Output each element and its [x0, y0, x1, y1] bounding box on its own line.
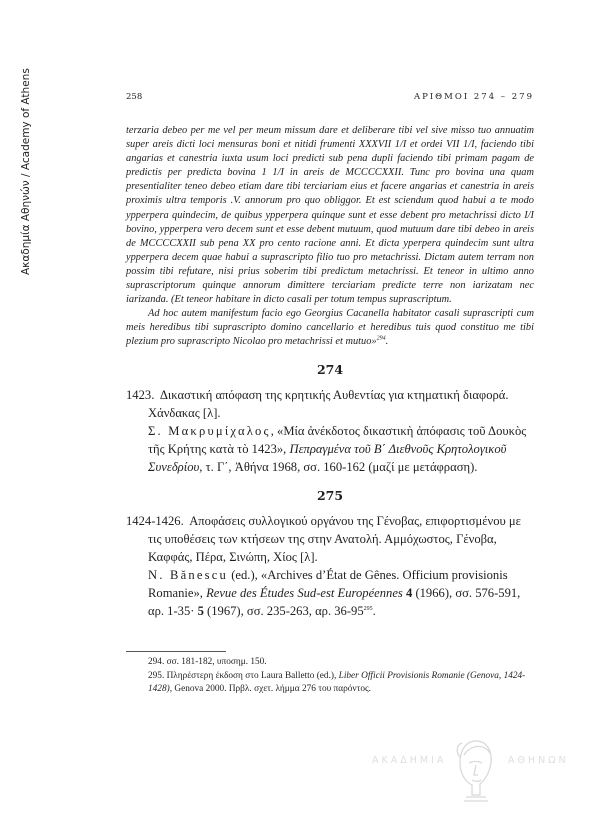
entry-274-bib-a: , «Μία ἀνέκδοτος δικαστικὴ ἀπόφασις τοῦ Δουκὸς τῆς Κρήτης κατὰ τὸ 1423»,: [148, 423, 527, 456]
entry-274-journal: Πεπραγμένα τοῦ Β΄ Διεθνοῦς Κρητολογικοῦ Συνεδρίου: [148, 441, 507, 474]
footnote-ref-295: 295: [363, 605, 373, 612]
entry-274-description: Δικαστική απόφαση της κρητικής Αυθεντίας για κτηματική διαφορά. Χάνδακας [λ].: [148, 387, 509, 420]
entry-274-bibliography: [126, 422, 534, 476]
latin-text-2: Ad hoc autem manifestum facio ego Georgius Cacanella habitator casali suprascripti cum meis heredibus tibi suprascripto domino cancellario et heredibus tuis quod constituo me tibi plezium pro suprascripto Nicolao pro metachrissi et mutuo»: [126, 308, 534, 348]
entry-275-journal: Revue des Études Sud-est Européennes: [206, 585, 403, 600]
footnote-295-post: , Genova 2000. Πρβλ. σχετ. λήμμα 276 του παρόντος.: [169, 684, 371, 694]
footnote-295-pre: 295. Πληρέστερη έκδοση στο Laura Balletto (ed.),: [148, 671, 339, 681]
page-number: 258: [126, 92, 143, 102]
footnote-295: [126, 670, 534, 696]
entry-275-bib-c: (1967), σσ. 235-263, αρ. 36-95: [203, 603, 364, 618]
footnote-rule: [126, 651, 226, 652]
athena-head-icon: [454, 735, 498, 805]
entry-275-volume-1: 4: [406, 585, 413, 600]
entry-275-bib-b: (1966), σσ. 576-591, αρ. 1-35·: [148, 585, 521, 618]
latin-text-paragraph-2: [126, 307, 534, 349]
page-body: [126, 92, 534, 620]
running-head: [126, 92, 534, 108]
entry-275-author: N. Bănescu: [148, 567, 229, 582]
entry-275-title: [126, 512, 534, 566]
academy-watermark: [372, 735, 572, 807]
entry-274-bib-b: , τ. Γ΄, Ἀθήνα 1968, σσ. 160-162 (μαζί με μετάφραση).: [199, 459, 478, 474]
footnote-295-title: Liber Officii Provisionis Romanie (Genova, 1424-1428): [148, 671, 526, 694]
watermark-right-text: ΑΘΗΝΩΝ: [508, 755, 569, 766]
entry-274-title: [126, 386, 534, 422]
footnotes: [126, 656, 534, 697]
footnote-294: 294. σσ. 181-182, υποσημ. 150.: [148, 657, 267, 667]
entry-275-description: Αποφάσεις συλλογικού οργάνου της Γένοβας, επιφορτισμένου με τις υποθέσεις των κτήσεων της στην Ανατολή. Αμμόχωστος, Γένοβα, Καφφάς, Πέρα, Σινώπη, Χίος [λ].: [148, 513, 521, 564]
latin-text-paragraph: [126, 124, 534, 307]
entry-number-275: 275: [316, 487, 344, 503]
entry-274-author: Σ. Μακρυμίχαλος: [148, 423, 271, 438]
entry-275-bib-d: .: [372, 603, 376, 618]
watermark-left-text: ΑΚΑΔΗΜΙΑ: [372, 755, 447, 766]
archive-side-label: Ακαδημία Αθηνών / Academy of Athens: [20, 68, 32, 275]
entry-275-bibliography: [126, 566, 534, 620]
entry-274-year: 1423.: [126, 387, 155, 402]
entry-275-year: 1424-1426.: [126, 513, 184, 528]
footnote-ref-294: 294: [376, 335, 386, 342]
entry-number-274: 274: [316, 361, 344, 377]
latin-text-1: terzaria debeo per me vel per meum missum dare et deliberare tibi vel sive misso tuo annuatim super areis dicti loci mensuras boni et nitidi frumenti XXXVII 1/I et ordei VII 1/I, faciendo tibi angarias et canestria iuxta usum loci predicti sub pena dupli faciendo tibi primam pagam de predictis per predicta bovina 1 1/I in areis de MCCCCXXII. Tunc pro bovina una quam presentialiter teneo debeo etiam dare tibi terciariam eius et facere angarias et canestria in areis proximis ultra temporis .V. annorum pro quo obliggor. Et est sciendum quod habui a te modo ypperpera quindecim, de quibus ypperpera quinque sunt et esse debent pro metachrissi dicto I/I bovino, ypperpera vero decem sunt et esse debent mutuum, quod mutuum dare tibi debeo in areis de MCCCCXXII sub pena XX pro cento racione anni. Et dicta yperpera quindecim sunt ultra ypperpera decem quae habui a suprascripto filio tuo pro metachrissi. Dictam autem terram non possim tibi refutare, nisi prius soberim tibi predictum metachrissi. Et teneor in ultimo anno suprascriptorum quinque annorum dimittere terciariam predicte terre non iarizatam nec iarizanda. (Et teneor habitare in dicto casali per totum tempus suprascriptum.: [126, 125, 534, 306]
entry-275-bib-a: (ed.), «Archives d’État de Gênes. Officium provisionis Romanie»,: [148, 567, 508, 600]
running-title: ΑΡΙΘΜΟΙ 274 – 279: [413, 92, 534, 102]
entry-275-volume-2: 5: [197, 603, 204, 618]
latin-text-2-end: .: [385, 336, 389, 348]
